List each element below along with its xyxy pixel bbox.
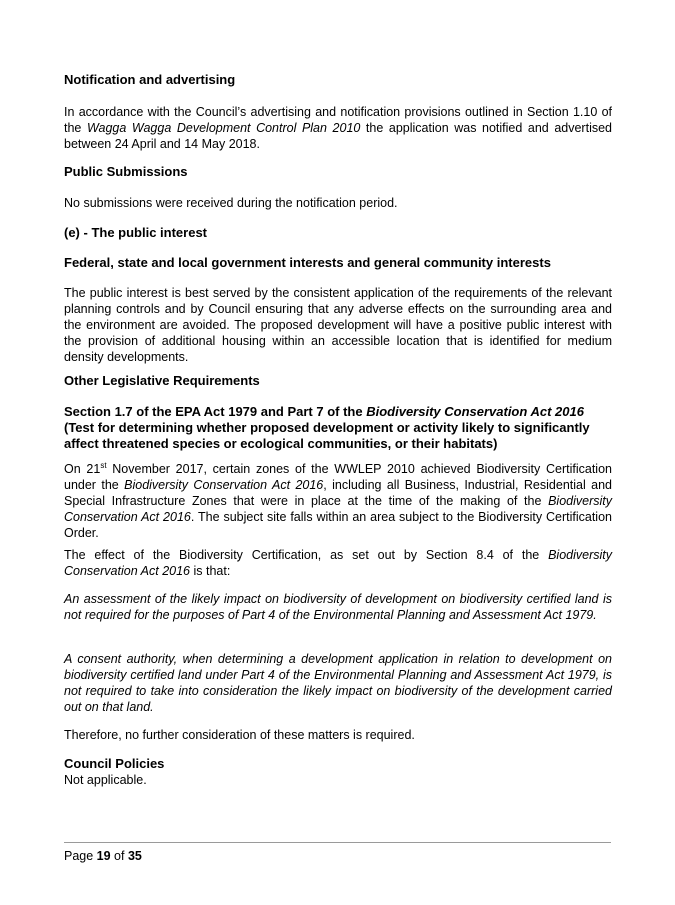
page-footer: Page 19 of 35 [64, 849, 142, 863]
notification-paragraph: In accordance with the Council’s advertising and notification provisions outlined in Section 1.10 of the Wagga Wagga Development Control Plan 2010 the application was notified and advertised between 24 April and 14 May 2018. [64, 105, 612, 151]
public-interest-paragraph: The public interest is best served by the consistent application of the requirements of the relevant planning controls and by Council ensuring that any adverse effects on the surrounding area and the environment are avoided. The proposed development will have a positive public interest with the provision of additional housing within an accessible location that is identified for medium density developments. [64, 286, 612, 364]
subheading-section-1-7: Section 1.7 of the EPA Act 1979 and Part 7 of the Biodiversity Conservation Act 2016 (Test for determining whether proposed development or activity likely to significantly affect threatened species or ecological communities, or their habitats) [64, 404, 590, 451]
conclusion-paragraph: Therefore, no further consideration of these matters is required. [64, 728, 415, 742]
certification-effect-paragraph: The effect of the Biodiversity Certification, as set out by Section 8.4 of the Biodiversity Conservation Act 2016 is that: [64, 548, 612, 578]
quote-assessment-not-required: An assessment of the likely impact on biodiversity of development on biodiversity certified land is not required for the purposes of Part 4 of the Environmental Planning and Assessment Act 1979. [64, 592, 612, 622]
page-number: 19 [96, 849, 111, 863]
heading-public-interest: (e) - The public interest [64, 225, 208, 240]
dcp-title: Wagga Wagga Development Control Plan 2010 [86, 121, 361, 135]
heading-public-submissions: Public Submissions [64, 164, 188, 179]
footer-divider [64, 842, 611, 843]
heading-council-policies: Council Policies [64, 756, 165, 771]
heading-notification: Notification and advertising [64, 72, 236, 87]
biodiversity-certification-paragraph: On 21st November 2017, certain zones of the WWLEP 2010 achieved Biodiversity Certification under the Biodiversity Conservation Act 2016, including all Business, Industrial, Residential and Special Infrastructure Zones that were in place at the time of the making of the Biodiversity Conservation Act 2016. The subject site falls within an area subject to the Biodiversity Certification Order. [64, 460, 612, 540]
page-total: 35 [127, 849, 142, 863]
submissions-paragraph: No submissions were received during the notification period. [64, 196, 398, 210]
quote-consent-authority: A consent authority, when determining a development application in relation to development on biodiversity certified land under Part 4 of the Environmental Planning and Assessment Act 1979, is not required to take into consideration the likely impact on biodiversity of the development carried out on that land. [64, 652, 612, 714]
heading-other-legislative: Other Legislative Requirements [64, 373, 260, 388]
council-policies-text: Not applicable. [64, 773, 147, 787]
subheading-government-interests: Federal, state and local government interests and general community interests [64, 255, 551, 270]
